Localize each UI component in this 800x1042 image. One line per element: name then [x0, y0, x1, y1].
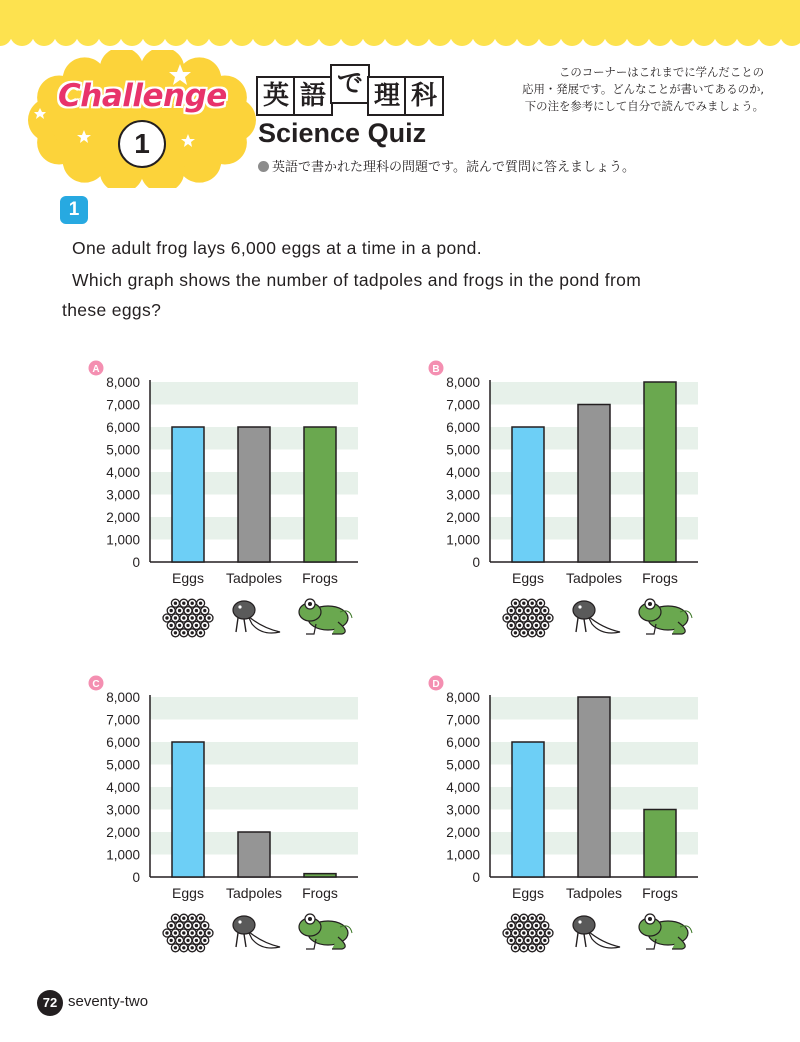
- title-char: 英: [256, 76, 296, 116]
- frog-icon: [639, 599, 692, 634]
- y-tick-label: 5,000: [106, 757, 140, 773]
- y-tick-label: 6,000: [446, 420, 480, 435]
- bar-eggs: [512, 427, 544, 562]
- category-label: Tadpoles: [225, 885, 283, 901]
- bar-frogs: [644, 382, 676, 562]
- chart-c: [89, 676, 359, 952]
- option-label: C: [92, 679, 100, 690]
- page-number: 72: [37, 990, 63, 1016]
- category-label: Eggs: [512, 885, 544, 901]
- category-label: Tadpoles: [225, 570, 283, 586]
- category-label: Frogs: [642, 570, 678, 586]
- y-tick-label: 0: [472, 555, 480, 570]
- y-tick-label: 1,000: [446, 532, 480, 548]
- bar-eggs: [172, 742, 204, 877]
- option-label: D: [432, 679, 440, 690]
- category-label: Eggs: [172, 570, 204, 586]
- y-tick-label: 8,000: [446, 375, 480, 390]
- category-label: Frogs: [302, 570, 338, 586]
- y-tick-label: 2,000: [106, 825, 140, 840]
- tadpole-icon: [233, 601, 280, 633]
- title-char: 語: [293, 76, 333, 116]
- y-tick-label: 5,000: [446, 757, 480, 773]
- grid-band: [150, 697, 358, 720]
- y-tick-label: 4,000: [446, 780, 480, 795]
- bar-tadpoles: [578, 697, 610, 877]
- bar-frogs: [304, 874, 336, 877]
- title-char: 科: [404, 76, 444, 116]
- y-tick-label: 1,000: [106, 532, 140, 548]
- y-tick-label: 3,000: [446, 802, 480, 818]
- eggs-icon: [503, 599, 553, 637]
- tadpole-icon: [573, 601, 620, 633]
- title-char: で: [330, 64, 370, 104]
- note-line: このコーナーはこれまでに学んだことの: [558, 65, 764, 79]
- y-tick-label: 2,000: [446, 510, 480, 525]
- eggs-icon: [163, 599, 213, 637]
- chart-d: [429, 676, 699, 952]
- y-tick-label: 0: [132, 555, 140, 570]
- frog-icon: [299, 914, 352, 949]
- y-tick-label: 3,000: [446, 487, 480, 503]
- category-label: Tadpoles: [565, 885, 623, 901]
- bar-tadpoles: [238, 832, 270, 877]
- tadpole-icon: [233, 916, 280, 948]
- category-label: Eggs: [512, 570, 544, 586]
- y-tick-label: 6,000: [106, 420, 140, 435]
- question-line: these eggs?: [62, 300, 162, 320]
- y-tick-label: 1,000: [106, 847, 140, 863]
- y-tick-label: 7,000: [106, 712, 140, 728]
- y-tick-label: 0: [132, 870, 140, 885]
- y-tick-label: 8,000: [106, 690, 140, 705]
- grid-band: [150, 382, 358, 405]
- option-label: A: [92, 364, 100, 375]
- tadpole-icon: [573, 916, 620, 948]
- bar-frogs: [644, 810, 676, 878]
- category-label: Tadpoles: [565, 570, 623, 586]
- y-tick-label: 5,000: [446, 442, 480, 458]
- y-tick-label: 8,000: [106, 375, 140, 390]
- page-title: Science Quiz: [258, 118, 427, 148]
- y-tick-label: 4,000: [106, 465, 140, 480]
- y-tick-label: 2,000: [106, 510, 140, 525]
- bar-frogs: [304, 427, 336, 562]
- y-tick-label: 2,000: [446, 825, 480, 840]
- challenge-number: 1: [118, 120, 166, 168]
- chart-a: [89, 361, 359, 637]
- note-line: 下の注を参考にして自分で読んでみましょう。: [524, 99, 764, 113]
- chart-b: [429, 361, 699, 637]
- y-tick-label: 0: [472, 870, 480, 885]
- eggs-icon: [163, 914, 213, 952]
- frog-icon: [639, 914, 692, 949]
- question-number: 1: [60, 196, 88, 224]
- y-tick-label: 8,000: [446, 690, 480, 705]
- bar-tadpoles: [578, 405, 610, 563]
- instruction-text: 英語で書かれた理科の問題です。読んで質問に答えましょう。: [272, 160, 635, 175]
- bar-eggs: [172, 427, 204, 562]
- title-char: 理: [367, 76, 407, 116]
- y-tick-label: 3,000: [106, 487, 140, 503]
- y-tick-label: 7,000: [446, 397, 480, 413]
- question-line: One adult frog lays 6,000 eggs at a time in a pond.: [72, 238, 482, 258]
- y-tick-label: 6,000: [106, 735, 140, 750]
- y-tick-label: 6,000: [446, 735, 480, 750]
- frog-icon: [299, 599, 352, 634]
- category-label: Frogs: [302, 885, 338, 901]
- option-label: B: [432, 364, 440, 375]
- question-line: Which graph shows the number of tadpoles and frogs in the pond from: [72, 270, 642, 290]
- challenge-title: Challenge: [58, 78, 227, 114]
- y-tick-label: 1,000: [446, 847, 480, 863]
- y-tick-label: 4,000: [446, 465, 480, 480]
- y-tick-label: 4,000: [106, 780, 140, 795]
- bar-tadpoles: [238, 427, 270, 562]
- category-label: Eggs: [172, 885, 204, 901]
- category-label: Frogs: [642, 885, 678, 901]
- y-tick-label: 3,000: [106, 802, 140, 818]
- page-number-word: seventy-two: [68, 993, 149, 1010]
- note-line: 応用・発展です。どんなことが書いてあるのか,: [522, 82, 764, 96]
- eggs-icon: [503, 914, 553, 952]
- y-tick-label: 5,000: [106, 442, 140, 458]
- bar-eggs: [512, 742, 544, 877]
- y-tick-label: 7,000: [106, 397, 140, 413]
- y-tick-label: 7,000: [446, 712, 480, 728]
